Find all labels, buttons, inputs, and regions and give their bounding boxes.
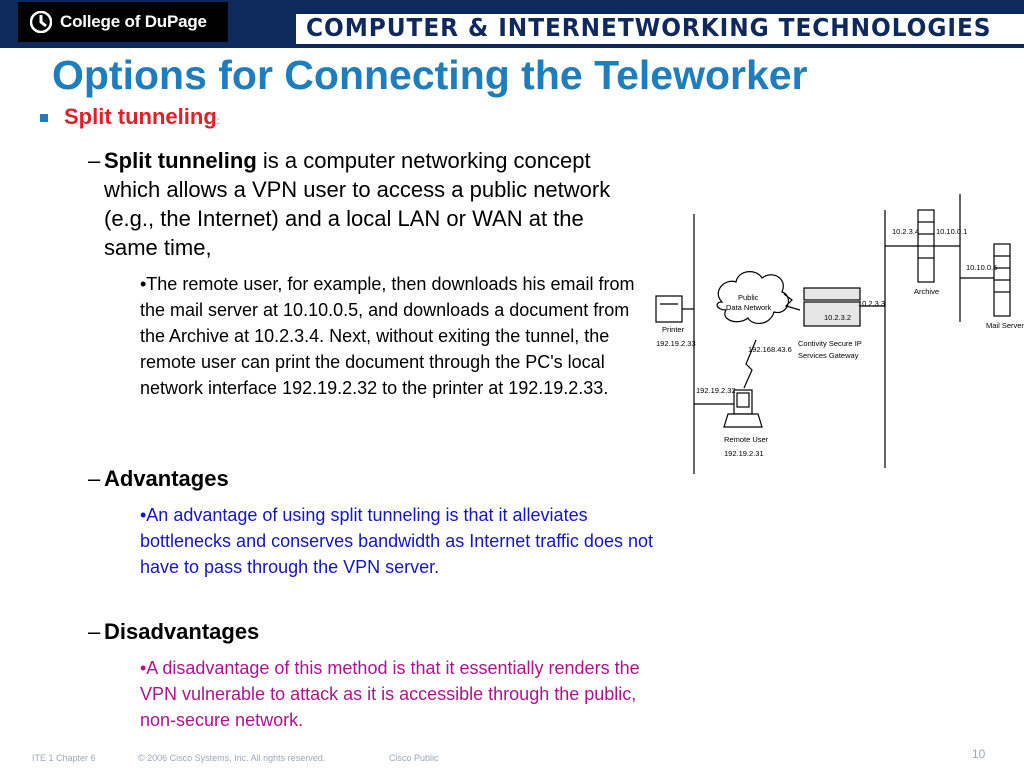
bullet-label: Split tunneling — [64, 104, 217, 129]
printer-icon — [656, 296, 682, 322]
gateway-label-1: Contivity Secure IP — [798, 339, 862, 348]
cloud-label-1: Public — [738, 293, 759, 302]
dash-marker: – — [88, 466, 101, 491]
disadvantages-heading: Disadvantages — [104, 619, 260, 644]
archive-ip-a: 10.2.3.4 — [892, 227, 920, 236]
definition-term: Split tunneling — [104, 148, 257, 173]
printer-label: Printer — [662, 325, 685, 334]
archive-ip-b: 10.10.0.1 — [936, 227, 968, 236]
dash-marker: – — [88, 619, 101, 644]
gateway-label-2: Services Gateway — [798, 351, 859, 360]
advantages-heading: Advantages — [104, 466, 229, 491]
advantages-item — [88, 464, 628, 493]
pc-interface-ip: 192.19.2.32 — [696, 386, 736, 395]
cloud-label-2: Data Network — [726, 303, 772, 312]
mail-server-ip: 10.10.0.5 — [966, 263, 998, 272]
advantages-text: •An advantage of using split tunneling is that it alleviates bottlenecks and conserves bandwidth as Internet traffic does not have to pass through the VPN server. — [140, 505, 653, 577]
footer-course: ITE 1 Chapter 6 — [32, 753, 96, 763]
disadvantages-item — [88, 617, 628, 646]
definition-text: is a computer networking concept which allows a VPN user to access a public network (e.g., the Internet) and a local LAN or WAN at the same time, — [104, 148, 611, 260]
slide-title: Options for Connecting the Teleworker — [52, 52, 808, 98]
bullet-split-tunneling — [64, 104, 220, 130]
program-banner: COMPUTER & INTERNETWORKING TECHNOLOGIES — [306, 13, 992, 42]
split-tunnel-diagram — [652, 192, 1024, 482]
gateway-outer-ip: 10.2.3.3 — [858, 299, 886, 308]
disadvantages-text: •A disadvantage of this method is that it essentially renders the VPN vulnerable to attack as it is accessible through the public, non-secure network. — [140, 658, 640, 730]
definition-item — [88, 146, 628, 262]
remote-user-ip: 192.19.2.31 — [724, 449, 764, 458]
college-logo[interactable] — [18, 2, 228, 42]
square-bullet-icon — [40, 114, 48, 122]
remote-user-label: Remote User — [724, 435, 769, 444]
dash-marker: – — [88, 148, 101, 173]
printer-ip: 192.19.2.33 — [656, 339, 696, 348]
footer-copyright: © 2006 Cisco Systems, Inc. All rights reserved. — [138, 753, 326, 763]
college-logo-text: College of DuPage — [60, 12, 207, 31]
example-text: •The remote user, for example, then downloads his email from the mail server at 10.10.0.5, and downloads a document from the Archive at 10.2.3.4. Next, without exiting the tunnel, the remote user can print the document through the PC's local network interface 192.19.2.32 to the printer at 192.19.2.33. — [140, 274, 635, 398]
footer-classification: Cisco Public — [389, 753, 439, 763]
mail-server-label: Mail Server — [986, 321, 1024, 330]
page-number: 10 — [972, 747, 986, 761]
gateway-icon — [804, 288, 860, 300]
college-logo-icon — [30, 11, 52, 33]
gateway-inner-ip: 10.2.3.2 — [824, 313, 852, 322]
archive-label: Archive — [914, 287, 940, 296]
bullet-suffix: : — [216, 116, 220, 127]
gateway-public-ip: 192.168.43.6 — [748, 345, 792, 354]
